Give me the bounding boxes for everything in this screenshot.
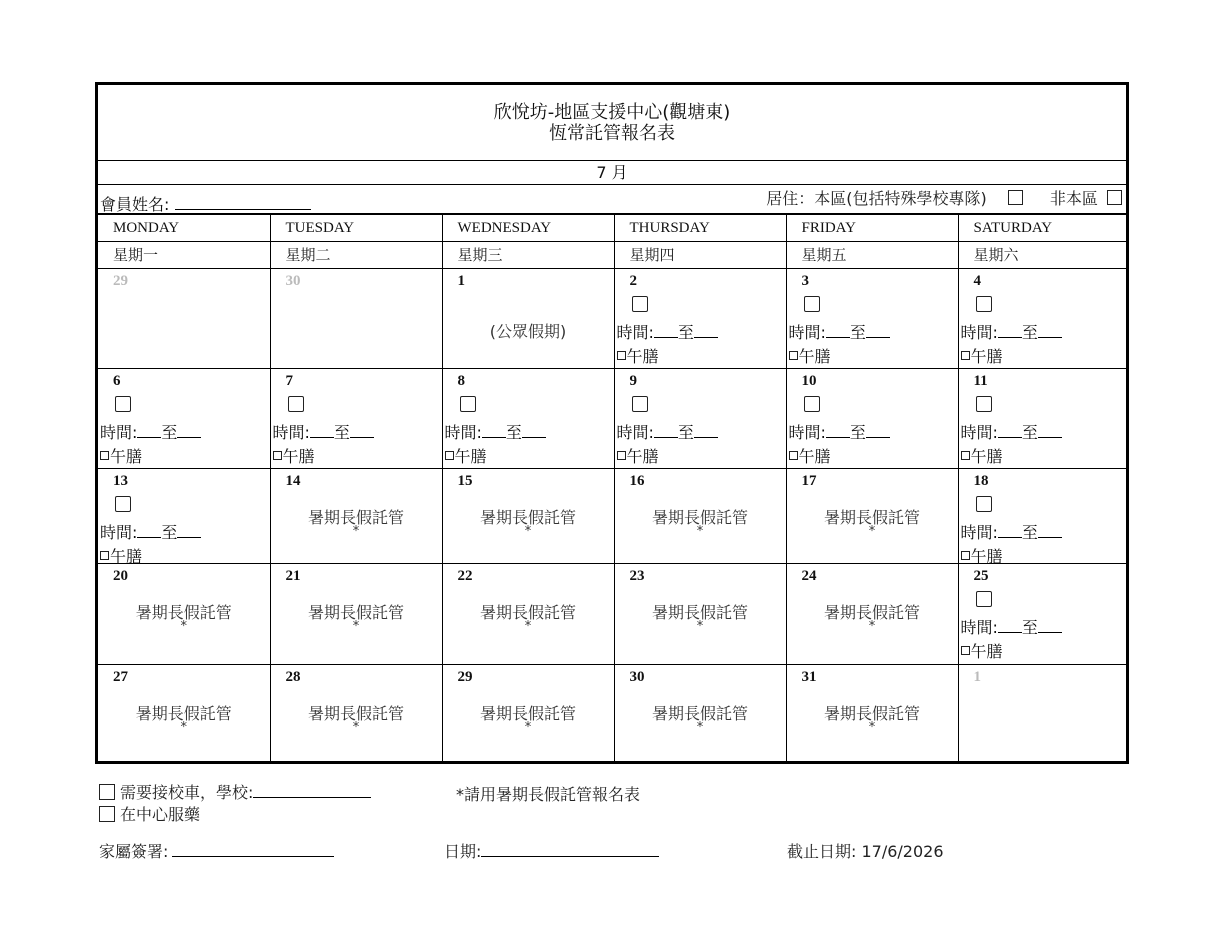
week-row [98, 564, 1126, 665]
weekday-en: FRIDAY [786, 215, 958, 242]
day-number: 14 [285, 473, 301, 489]
week-row [98, 269, 1126, 369]
day-cell [98, 369, 270, 469]
day-number: 9 [629, 373, 637, 389]
time-range[interactable]: 時間: 至 [961, 420, 1062, 443]
lunch-option[interactable]: 午膳 [961, 444, 1003, 467]
residence-options [766, 186, 1122, 209]
info-row [98, 185, 1126, 214]
day-number: 1 [973, 669, 981, 685]
day-number: 3 [801, 273, 809, 289]
member-name-line[interactable] [175, 194, 311, 210]
day-cell [270, 269, 442, 369]
day-number: 20 [113, 568, 128, 584]
day-cell [442, 369, 614, 469]
day-cell [614, 564, 786, 665]
day-number: 25 [973, 568, 989, 584]
summer-camp-label: 暑期長假託管 * [823, 508, 920, 539]
summer-form-note: *請用暑期長假託管報名表 [456, 785, 641, 804]
day-cell [98, 269, 270, 369]
signature-field[interactable] [99, 839, 334, 862]
summer-camp-label: 暑期長假託管 * [479, 704, 576, 735]
weekday-zh: 星期四 [614, 242, 786, 269]
day-cell [442, 469, 614, 564]
summer-camp-label: 暑期長假託管 * [651, 508, 748, 539]
day-cell [958, 369, 1126, 469]
weekday-zh: 星期五 [786, 242, 958, 269]
day-cell [614, 469, 786, 564]
lunch-option[interactable]: 午膳 [617, 444, 659, 467]
non-local-label: 非本區 [1049, 189, 1098, 208]
day-number: 24 [801, 568, 817, 584]
transport-option[interactable] [99, 780, 371, 803]
weekday-en: WEDNESDAY [442, 215, 614, 242]
day-cell [442, 564, 614, 665]
day-cell [98, 665, 270, 764]
weekday-header-zh [98, 242, 1126, 269]
time-range[interactable]: 時間: 至 [100, 520, 201, 543]
day-number: 16 [629, 473, 645, 489]
time-range[interactable]: 時間: 至 [617, 320, 718, 343]
time-range[interactable]: 時間: 至 [100, 420, 201, 443]
attend-checkbox[interactable] [115, 496, 131, 512]
day-cell [786, 469, 958, 564]
form-title: 恆常託管報名表 [549, 123, 675, 144]
lunch-checkbox [961, 646, 970, 655]
summer-camp-label: 暑期長假託管 * [135, 704, 232, 735]
lunch-option[interactable]: 午膳 [961, 344, 1003, 367]
weekday-en: THURSDAY [614, 215, 786, 242]
form-header [98, 85, 1126, 161]
signature-line[interactable] [172, 841, 334, 857]
day-cell [958, 665, 1126, 764]
form-title-center: 欣悅坊-地區支援中心(觀塘東) [493, 102, 731, 123]
lunch-option[interactable]: 午膳 [789, 444, 831, 467]
day-cell [270, 369, 442, 469]
summer-camp-label: 暑期長假託管 * [823, 603, 920, 634]
lunch-checkbox [961, 351, 970, 360]
summer-camp-label: 暑期長假託管 * [307, 508, 404, 539]
week-row [98, 469, 1126, 564]
attend-checkbox[interactable] [804, 396, 820, 412]
day-number: 13 [113, 473, 128, 489]
summer-camp-label: 暑期長假託管 * [307, 704, 404, 735]
time-range[interactable]: 時間: 至 [961, 520, 1062, 543]
summer-camp-label: 暑期長假託管 * [651, 603, 748, 634]
day-cell [958, 564, 1126, 665]
day-number: 22 [457, 568, 473, 584]
summer-camp-label: 暑期長假託管 * [307, 603, 404, 634]
transport-label: 需要接校車，學校: [120, 783, 254, 802]
day-number: 10 [801, 373, 817, 389]
lunch-checkbox [617, 351, 626, 360]
lunch-option[interactable]: 午膳 [961, 544, 1003, 567]
day-cell [270, 665, 442, 764]
attend-checkbox[interactable] [288, 396, 304, 412]
lunch-checkbox [445, 451, 454, 460]
day-number: 29 [113, 273, 128, 289]
attend-checkbox[interactable] [976, 296, 992, 312]
time-range[interactable]: 時間: 至 [273, 420, 374, 443]
signature-label: 家屬簽署: [99, 842, 169, 861]
day-cell [270, 564, 442, 665]
time-range[interactable]: 時間: 至 [961, 615, 1062, 638]
lunch-option[interactable]: 午膳 [100, 544, 142, 567]
time-range[interactable]: 時間: 至 [789, 320, 890, 343]
public-holiday-label: (公眾假期) [489, 322, 567, 341]
day-cell [614, 269, 786, 369]
day-number: 1 [457, 273, 465, 289]
lunch-checkbox [961, 551, 970, 560]
day-cell [958, 269, 1126, 369]
day-number: 27 [113, 669, 128, 685]
registration-form [95, 82, 1129, 764]
weekday-zh: 星期一 [98, 242, 270, 269]
day-number: 30 [285, 273, 301, 289]
day-number: 28 [285, 669, 301, 685]
time-range[interactable]: 時間: 至 [445, 420, 546, 443]
time-range[interactable]: 時間: 至 [617, 420, 718, 443]
transport-checkbox[interactable] [99, 784, 115, 800]
day-cell [958, 469, 1126, 564]
deadline-label: 截止日期: 17/6/2026 [787, 842, 944, 861]
lunch-checkbox [617, 451, 626, 460]
day-cell [786, 564, 958, 665]
day-number: 21 [285, 568, 301, 584]
day-number: 6 [113, 373, 121, 389]
lunch-checkbox [100, 451, 109, 460]
day-cell [442, 269, 614, 369]
attend-checkbox[interactable] [976, 396, 992, 412]
day-number: 2 [629, 273, 637, 289]
day-cell [786, 269, 958, 369]
day-number: 18 [973, 473, 989, 489]
lunch-option[interactable]: 午膳 [445, 444, 487, 467]
week-row [98, 369, 1126, 469]
attend-checkbox[interactable] [976, 591, 992, 607]
date-label: 日期: [444, 842, 482, 861]
attend-checkbox[interactable] [460, 396, 476, 412]
day-number: 4 [973, 273, 981, 289]
day-cell [786, 665, 958, 764]
day-cell [270, 469, 442, 564]
member-name-label: 會員姓名: [100, 195, 170, 214]
day-cell [98, 564, 270, 665]
weekday-zh: 星期六 [958, 242, 1126, 269]
day-number: 31 [801, 669, 817, 685]
member-name-field[interactable] [100, 192, 311, 215]
day-number: 8 [457, 373, 465, 389]
lunch-checkbox [100, 551, 109, 560]
lunch-checkbox [961, 451, 970, 460]
attend-checkbox[interactable] [632, 396, 648, 412]
lunch-checkbox [273, 451, 282, 460]
summer-camp-label: 暑期長假託管 * [479, 603, 576, 634]
month-label: 7 月 [98, 160, 1126, 185]
weekday-header-en [98, 215, 1126, 242]
date-field[interactable] [444, 839, 659, 862]
day-cell [786, 369, 958, 469]
calendar-grid [98, 214, 1126, 763]
day-cell [98, 469, 270, 564]
day-number: 29 [457, 669, 473, 685]
day-number: 23 [629, 568, 645, 584]
summer-camp-label: 暑期長假託管 * [479, 508, 576, 539]
lunch-option[interactable]: 午膳 [100, 444, 142, 467]
attend-checkbox[interactable] [632, 296, 648, 312]
week-row [98, 665, 1126, 764]
lunch-option[interactable]: 午膳 [617, 344, 659, 367]
medicine-label: 在中心服藥 [120, 805, 201, 824]
lunch-checkbox [789, 451, 798, 460]
time-range[interactable]: 時間: 至 [961, 320, 1062, 343]
day-cell [442, 665, 614, 764]
medicine-checkbox[interactable] [99, 806, 115, 822]
lunch-option[interactable]: 午膳 [961, 639, 1003, 662]
local-checkbox[interactable] [1008, 190, 1023, 205]
residence-label: 居住：本區(包括特殊學校專隊) [766, 189, 987, 208]
day-number: 15 [457, 473, 473, 489]
weekday-zh: 星期二 [270, 242, 442, 269]
attend-checkbox[interactable] [804, 296, 820, 312]
date-line[interactable] [481, 841, 659, 857]
day-number: 30 [629, 669, 645, 685]
summer-camp-label: 暑期長假託管 * [651, 704, 748, 735]
medicine-option[interactable] [99, 802, 200, 825]
summer-camp-label: 暑期長假託管 * [823, 704, 920, 735]
day-number: 17 [801, 473, 817, 489]
lunch-option[interactable]: 午膳 [273, 444, 315, 467]
time-range[interactable]: 時間: 至 [789, 420, 890, 443]
lunch-option[interactable]: 午膳 [789, 344, 831, 367]
weekday-en: SATURDAY [958, 215, 1126, 242]
day-cell [614, 369, 786, 469]
school-line[interactable] [253, 782, 371, 798]
day-cell [614, 665, 786, 764]
attend-checkbox[interactable] [976, 496, 992, 512]
lunch-checkbox [789, 351, 798, 360]
summer-camp-label: 暑期長假託管 * [135, 603, 232, 634]
day-number: 7 [285, 373, 293, 389]
day-number: 11 [973, 373, 988, 389]
attend-checkbox[interactable] [115, 396, 131, 412]
weekday-zh: 星期三 [442, 242, 614, 269]
weekday-en: TUESDAY [270, 215, 442, 242]
non-local-checkbox[interactable] [1107, 190, 1122, 205]
weekday-en: MONDAY [98, 215, 270, 242]
